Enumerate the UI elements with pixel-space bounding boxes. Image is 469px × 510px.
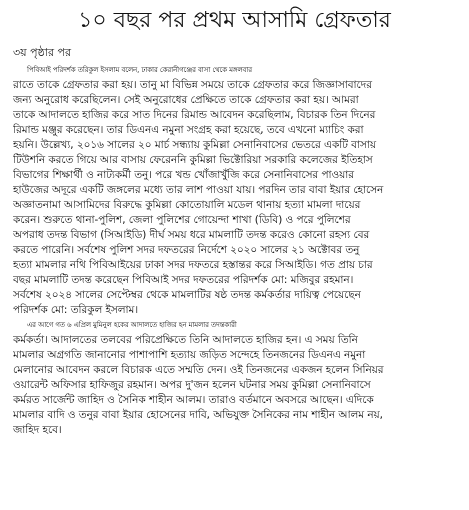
article-line: হত্যা মামলার নথি পিবিআইয়ের ঢাকা সদর দফতরে হস্তান্তর করে সিআইডি। গত প্রায় চার [13, 259, 373, 271]
page-jump-reference: ৩য় পৃষ্ঠার পর [13, 46, 72, 59]
article-line: মামলার অগ্রগতি জানানোর পাশাপাশি হত্যায় জড়িত সন্দেহে তিনজনের ডিএনএ নমুনা [13, 349, 366, 361]
article-line: জন্য অনুরোধ করেছিলেন। সেই অনুরোধের প্রেক্ষিতে তাকে গ্রেফতার করা হয়। আমরা [13, 94, 359, 106]
article-body [13, 63, 456, 438]
article-line: এর আগে গত ৬ এপ্রিল মুমিনুল হকের আদালতে হাজির হন মামলার তদন্তকারী [27, 321, 237, 329]
article-line: রিমান্ড মঞ্জুর করেছেন। তার ডিএনএ নমুনা সংগ্রহ করা হয়েছে, তবে এখনো ম্যাচিং করা [13, 124, 364, 136]
article-line: করতে পারেনি। সর্বশেষ পুলিশ সদর দফতরের নির্দেশে ২০২০ সালের ২১ অক্টোবর তনু [13, 244, 360, 256]
article-line: অপরাধ তদন্ত বিভাগ (সিআইডি) দীর্ঘ সময় ধরে মামলাটি তদন্ত করেও কোনো রহস্য বের [13, 229, 370, 241]
article-line: কর্মকর্তা। আদালতের তলবের পরিপ্রেক্ষিতে তিনি আদালতে হাজির হন। এ সময় তিনি [13, 334, 358, 346]
article-paragraph [13, 318, 456, 438]
article-paragraph [13, 63, 456, 318]
article-line: পরিদর্শক মো: তরিকুল ইসলাম। [13, 304, 139, 316]
article-line: কর্মরত সার্জেন্ট জাহিদ ও সৈনিক শাহীন আলম। তারাও বর্তমানে অবসরে আছেন। এদিকে [13, 394, 374, 406]
article-line: হয়নি। উল্লেখ্য, ২০১৬ সালের ২০ মার্চ সন্ধ্যায় কুমিল্লা সেনানিবাসের ভেতরে একটি বাসায় [13, 139, 376, 151]
article-line: হাউজের অদূরে একটি জঙ্গলের মধ্যে তার লাশ পাওয়া যায়। পরদিন তার বাবা ইয়ার হোসেন [13, 184, 384, 196]
article-line: সর্বশেষ ২০২৪ সালের সেপ্টেম্বর থেকে মামলাটির ষষ্ঠ তদন্ত কর্মকর্তার দায়িত্ব পেয়েছেন [13, 289, 361, 301]
article-line: অজ্ঞাতনামা আসামিদের বিরুদ্ধে কুমিল্লা কোতোয়ালি মডেল থানায় হত্যা মামলা দায়ের [13, 199, 361, 211]
article-line: টিউশনি করতে গিয়ে আর বাসায় ফেরেননি কুমিল্লা ভিক্টোরিয়া সরকারি কলেজের ইতিহাস [13, 154, 373, 166]
article-line: রাতে তাকে গ্রেফতার করা হয়। তানু মা বিভিন্ন সময়ে তাকে গ্রেফতার করে জিজ্ঞাসাবাদের [13, 79, 372, 91]
article-line: মেলানোর আবেদন করলে বিচারক এতে সম্মতি দেন। ওই তিনজনের একজন হলেন সিনিয়র [13, 364, 384, 376]
article-headline: ১০ বছর পর প্রথম আসামি গ্রেফতার [78, 8, 391, 33]
article-line: ওয়ারেন্ট অফিসার হাফিজুর রহমান। অপর দু'জন হলেন ঘটনার সময় কুমিল্লা সেনানিবাসে [13, 379, 371, 391]
article-line: মামলার বাদি ও তনুর বাবা ইয়ার হোসেনের দাবি, অভিযুক্ত সৈনিকের নাম শাহীন আলম নয়, [13, 409, 383, 421]
article-line: জাহিদ হবে। [13, 424, 62, 436]
article-line: তাকে আদালতে হাজির করে সাত দিনের রিমান্ড আবেদন করেছিলাম, বিচারক তিন দিনের [13, 109, 376, 121]
article-line: বছর মামলাটি তদন্ত করেছেন পিবিআই সদর দফতরের পরিদর্শক মো: মজিবুর রহমান। [13, 274, 354, 286]
article-line: পিবিআই পরিদর্শক তরিকুল ইসলাম বলেন, ঢাকার কেরানীগঞ্জের বাসা থেকে মঙ্গলবার [27, 66, 253, 74]
article-line: বিভাগের শিক্ষার্থী ও নাট্যকর্মী তনু। পরে খন্ড খোঁজাখুঁজি করে সেনানিবাসের পাওয়ার [13, 169, 355, 181]
article-line: করেন। শুরুতে থানা-পুলিশ, জেলা পুলিশের গোয়েন্দা শাখা (ডিবি) ও পরে পুলিশের [13, 214, 351, 226]
